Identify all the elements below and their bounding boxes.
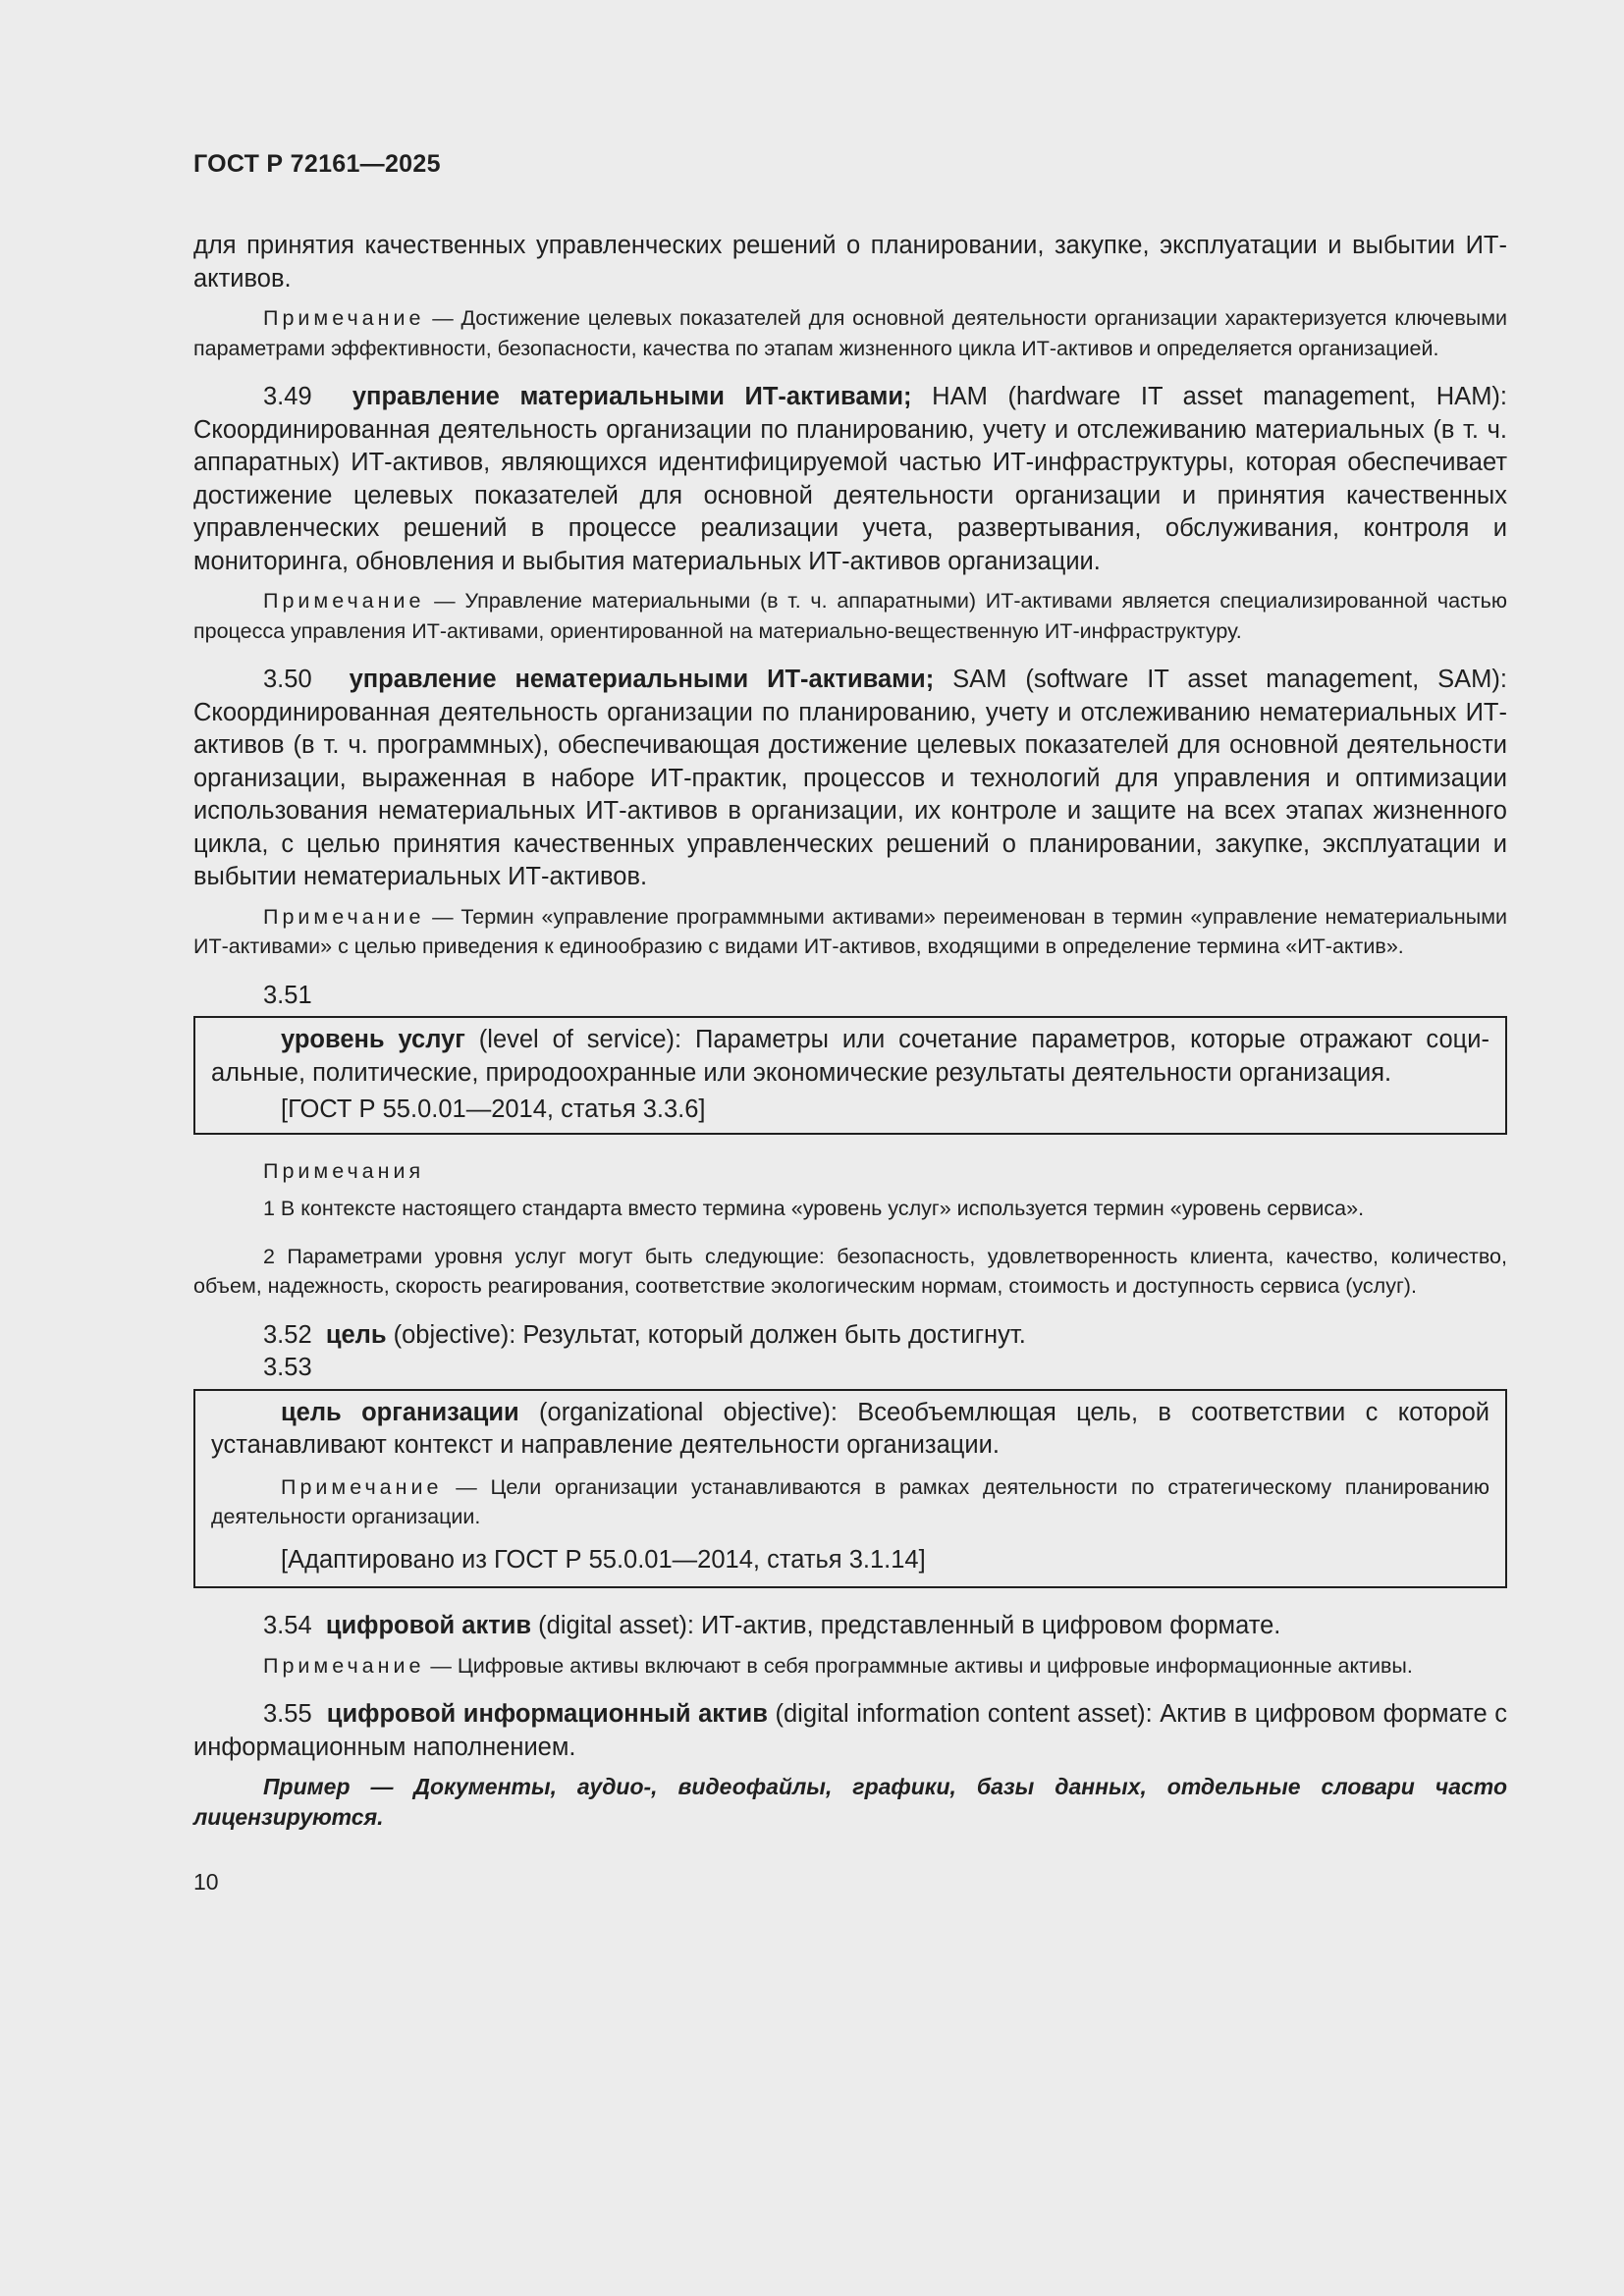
term-box-3-53 [193,1389,1507,1589]
term-title: цель [325,1320,387,1349]
term-number: 3.49 [263,383,312,410]
document-header: ГОСТ Р 72161—2025 [193,150,441,178]
note-text: — Цели организации устанавливаются в рамках деятельности по стратегическому планированию деятельности организации. [211,1474,1489,1528]
intro-paragraph: для принятия качественных управленческих решений о планировании, закупке, эксплуатации и выбытии ИТ-активов. [193,232,1507,293]
term-definition: (digital asset): ИТ-актив, представленный в цифровом формате. [531,1612,1281,1639]
term-title: цифровой актив [325,1612,532,1639]
term-number: 3.50 [263,666,312,693]
page-number: 10 [193,1869,219,1895]
term-definition: (digital information content asset): Актив в цифровом формате с информационным наполнением. [193,1700,1507,1761]
term-definition: SAM (software IT asset management, SAM): Скоординированная деятельность организации по планированию, учету и отслеживанию нематериальных ИТ-активов (в т. ч. программных), обеспечивающая достижение целевых показателей для основной деятельности организации, выраженная в наборе ИТ-практик, процессов и технологий для управления и оптимизации использования нематериальных ИТ-активов в организации, их контроле и защите на всех этапах жизненного цикла, с целью принятия качественных управленческих решений о планировании, закупке, эксплуатации и выбытии нематериальных ИТ-активов. [193,666,1508,890]
note-label: Примечание [263,904,425,929]
term-3-52 [193,1319,1507,1353]
note-label: Примечание [263,306,425,330]
term-number: 3.55 [263,1700,312,1728]
term-number: 3.52 [263,1320,312,1349]
note-3-51-1: 1 В контексте настоящего стандарта вместо термина «уровень услуг» используется термин «уровень сервиса». [263,1197,1365,1220]
term-3-49 [193,381,1507,578]
note-text: — Достижение целевых показателей для основной деятельности организации характеризуется ключевыми параметрами эффективности, безопасности, качества по этапам жизненного цикла ИТ-активов и определяется организацией. [193,306,1507,360]
term-number-3-51: 3.51 [263,981,312,1009]
term-definition: (organizational objective): Всеобъемлющая цель, в соответствии с которой устанавливают контекст и направление деятельности организации. [211,1398,1490,1459]
note-3-51-2: 2 Параметрами уровня услуг могут быть следующие: безопасность, удовлетворенность клиента, качество, количество, объем, надежность, скорость реагирования, соответствие экологическим нормам, стоимость и доступность сервиса (услуг). [193,1244,1507,1298]
note-label: Примечание [263,1653,425,1678]
note-text: — Термин «управление программными активами» переименован в термин «управление нематериальными ИТ-активами» с целью приведения к единообразию с видами ИТ-активов, входящими в определение термина «ИТ-актив». [193,904,1507,958]
term-definition: HAM (hardware IT asset management, HAM): Скоординированная деятельность организации по планированию, учету и отслеживанию материальных (в т. ч. аппаратных) ИТ-активов, являющихся идентифицируемой частью ИТ-инфраструктуры, которая обеспечивает достижение целевых показателей для основной деятельности организации и принятия качественных управленческих решений в процессе реализации учета, развертывания, обслуживания, контроля и мониторинга, обновления и выбытия материальных ИТ-активов организации. [193,383,1508,575]
term-box-3-51 [193,1016,1507,1135]
note-3-50 [193,902,1507,962]
term-number-3-53: 3.53 [263,1354,312,1381]
term-title: управление материальными ИТ-активами; [352,383,912,410]
term-number: 3.54 [263,1612,312,1639]
term-title: цель организации [281,1398,519,1426]
term-definition: (objective): Результат, который должен быть достигнут. [386,1320,1026,1349]
term-3-54 [193,1610,1507,1643]
note-intro [193,303,1507,363]
term-source: [ГОСТ Р 55.0.01—2014, статья 3.3.6] [281,1095,706,1123]
term-3-55 [193,1698,1507,1764]
note-3-54 [193,1651,1507,1682]
term-3-50 [193,664,1507,894]
term-title: уровень услуг [281,1026,465,1053]
notes-heading: Примечания [263,1158,425,1183]
term-title: цифровой информационный актив [326,1700,768,1728]
note-text: — Цифровые активы включают в себя программные активы и цифровые информационные активы. [424,1653,1413,1678]
note-label: Примечание [263,589,425,613]
term-source: [Адаптировано из ГОСТ Р 55.0.01—2014, статья 3.1.14] [281,1545,926,1574]
note-label: Примечание [281,1474,443,1499]
note-3-53 [211,1472,1489,1532]
note-text: — Управление материальными (в т. ч. аппаратными) ИТ-активами является специализированной частью процесса управления ИТ-активами, ориентированной на материально-вещественную ИТ-инфраструктуру. [193,589,1507,643]
note-3-49 [193,586,1507,646]
term-3-51 [211,1024,1489,1090]
term-3-53 [211,1397,1489,1463]
document-page [193,147,1507,1896]
example-3-55: Пример — Документы, аудио-, видеофайлы, графики, базы данных, отдельные словари часто лицензируются. [193,1774,1507,1830]
term-title: управление нематериальными ИТ-активами; [349,666,935,693]
term-definition: (level of service): Параметры или сочетание параметров, которые отражают социальные, политические, природоохранные или экономические результаты деятельности организация. [211,1026,1489,1087]
